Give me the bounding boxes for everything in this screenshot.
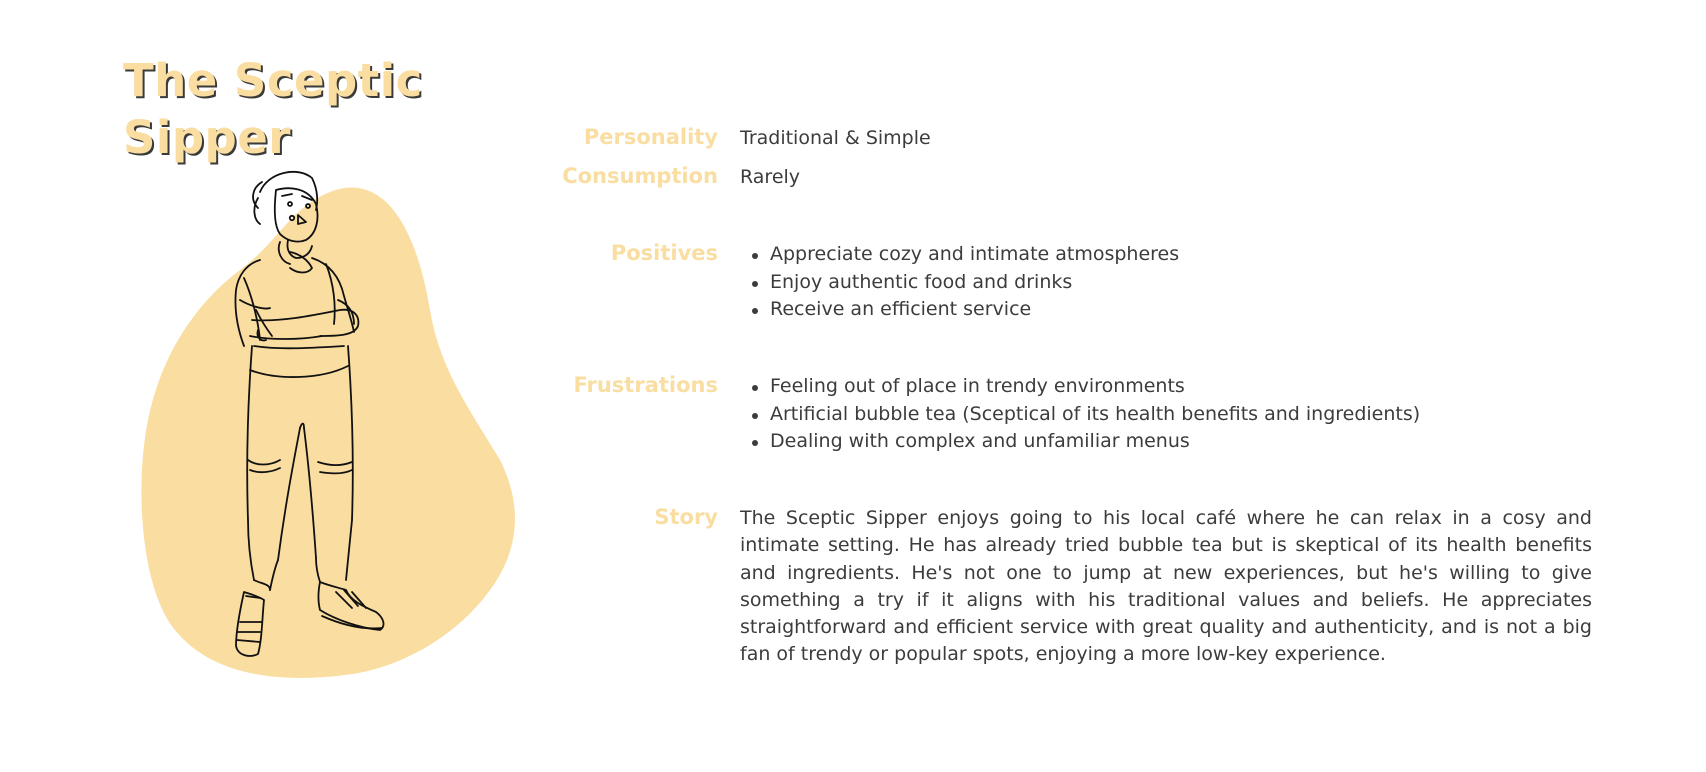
frustrations-label: Frustrations bbox=[573, 373, 718, 397]
personality-label: Personality bbox=[583, 125, 718, 149]
persona-illustration bbox=[140, 160, 540, 730]
positives-label: Positives bbox=[610, 241, 718, 265]
personality-value: Traditional & Simple bbox=[740, 127, 931, 149]
list-item: Artificial bubble tea (Sceptical of its health benefits and ingredients) bbox=[740, 401, 1420, 429]
persona-title-line-2: Sipper bbox=[123, 111, 291, 164]
persona-title bbox=[123, 52, 423, 166]
story-text: The Sceptic Sipper enjoys going to his local café where he can relax in a cosy and intimate setting. He has already tried bubble tea but is skeptical of its health benefits and ingredients. He's not one to jump at new experiences, but he's willing to give something a try if it aligns with his traditional values and beliefs. He appreciates straightforward and efficient service with great quality and authenticity, and is not a big fan of trendy or popular spots, enjoying a more low-key experience. bbox=[740, 507, 1592, 666]
list-item: Appreciate cozy and intimate atmospheres bbox=[740, 241, 1179, 269]
consumption-label: Consumption bbox=[562, 164, 718, 188]
list-item: Receive an efficient service bbox=[740, 296, 1179, 324]
positives-list bbox=[740, 241, 1179, 324]
persona-title-line-1: The Sceptic bbox=[123, 54, 423, 107]
background-blob bbox=[141, 188, 515, 678]
list-item: Dealing with complex and unfamiliar menus bbox=[740, 428, 1420, 456]
consumption-value: Rarely bbox=[740, 166, 801, 188]
frustrations-list bbox=[740, 373, 1420, 456]
person-thinking-illustration-icon bbox=[140, 160, 540, 730]
list-item: Feeling out of place in trendy environments bbox=[740, 373, 1420, 401]
story-label: Story bbox=[654, 505, 718, 529]
list-item: Enjoy authentic food and drinks bbox=[740, 269, 1179, 297]
